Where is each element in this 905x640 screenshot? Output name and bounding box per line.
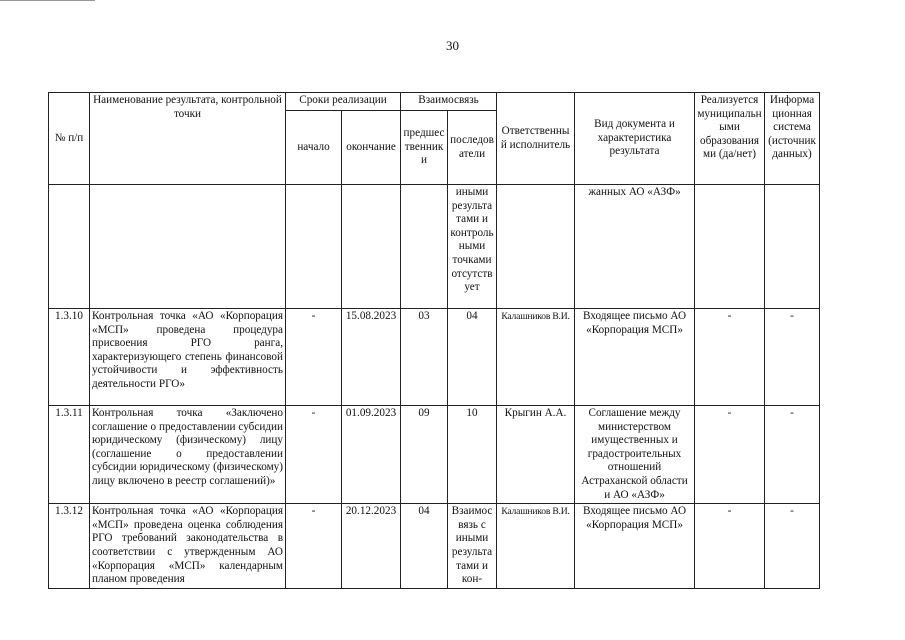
row-doc: жанных АО «АЗФ» <box>575 185 695 309</box>
table-row <box>49 406 820 504</box>
header-end: окончание <box>342 111 401 185</box>
header-successors: последователи <box>448 111 497 185</box>
table-row <box>49 504 820 589</box>
row-doc: Соглашение между министерством имущественных и градостроительных отношений Астраханской области и АО «АЗФ» <box>575 406 695 504</box>
row-num: 1.3.10 <box>49 309 90 406</box>
row-name: Контрольная точка «АО «Корпорация «МСП» проведена процедура присвоения РГО ранга, характеризующего степень финансовой устойчивости и эффективность деятельности РГО» <box>90 309 286 406</box>
row-municipal: - <box>695 504 765 589</box>
row-info: - <box>765 504 820 589</box>
row-municipal: - <box>695 309 765 406</box>
row-doc: Входящее письмо АО «Корпорация МСП» <box>575 504 695 589</box>
header-start: начало <box>286 111 342 185</box>
row-name <box>90 185 286 309</box>
header-num: № п/п <box>49 93 90 185</box>
row-pred: 09 <box>401 406 448 504</box>
table-row <box>49 185 820 309</box>
row-end: 20.12.2023 <box>342 504 401 589</box>
row-info: - <box>765 406 820 504</box>
row-succ: 04 <box>448 309 497 406</box>
row-name: Контрольная точка «АО «Корпорация «МСП» проведена оценка соблюдения РГО требований законодательства в соответствии с утвержденным АО «Корпорация «МСП» календарным планом проведения <box>90 504 286 589</box>
page-number: 30 <box>446 38 459 53</box>
row-name: Контрольная точка «Заключено соглашение о предоставлении субсидии юридическому (физическому) лицу (соглашение о предоставлении субсидии юридическому (физическому) лицу включено в реестр соглашений)» <box>90 406 286 504</box>
header-responsible: Ответственный исполнитель <box>497 93 575 185</box>
row-resp: Калашников В.И. <box>497 504 575 589</box>
row-municipal <box>695 185 765 309</box>
header-infosystem: Информационная система (источник данных) <box>765 93 820 185</box>
row-info: - <box>765 309 820 406</box>
row-end <box>342 185 401 309</box>
header-name: Наименование результата, контрольной точки <box>90 93 286 185</box>
row-succ: Взаимосвязь с иными результатами и кон- <box>448 504 497 589</box>
row-start <box>286 185 342 309</box>
row-num: 1.3.12 <box>49 504 90 589</box>
header-terms: Сроки реализации <box>286 93 401 111</box>
row-succ: 10 <box>448 406 497 504</box>
row-municipal: - <box>695 406 765 504</box>
row-doc: Входящее письмо АО «Корпорация МСП» <box>575 309 695 406</box>
row-start: - <box>286 504 342 589</box>
results-table <box>48 92 820 589</box>
header-predecessors: предшественники <box>401 111 448 185</box>
row-end: 01.09.2023 <box>342 406 401 504</box>
row-resp <box>497 185 575 309</box>
row-start: - <box>286 406 342 504</box>
row-end: 15.08.2023 <box>342 309 401 406</box>
row-pred: 03 <box>401 309 448 406</box>
header-doc: Вид документа и характеристика результата <box>575 93 695 185</box>
header-municipal: Реализуется муниципальными образованиями (да/нет) <box>695 93 765 185</box>
row-start: - <box>286 309 342 406</box>
row-num: 1.3.11 <box>49 406 90 504</box>
row-pred <box>401 185 448 309</box>
row-resp: Калашников В.И. <box>497 309 575 406</box>
row-pred: 04 <box>401 504 448 589</box>
row-succ: иными результатами и контрольными точками отсутствует <box>448 185 497 309</box>
row-resp: Крыгин А.А. <box>497 406 575 504</box>
row-info <box>765 185 820 309</box>
header-rule <box>0 0 95 1</box>
header-relation: Взаимосвязь <box>401 93 497 111</box>
table-row <box>49 309 820 406</box>
row-num <box>49 185 90 309</box>
